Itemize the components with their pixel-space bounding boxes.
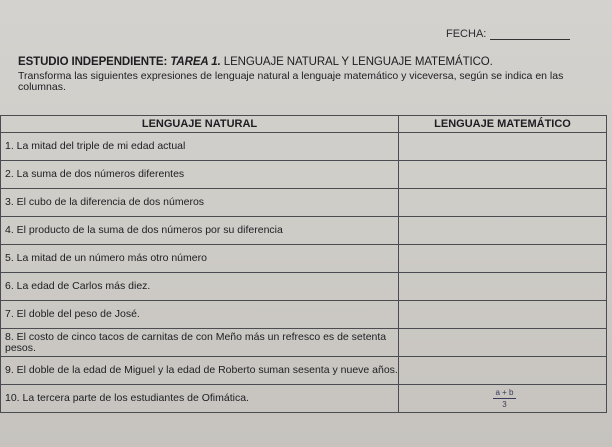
fraction-numerator: a + b <box>495 388 514 397</box>
natural-cell: 4. El producto de la suma de dos números por su diferencia <box>1 217 399 245</box>
title-part2: LENGUAJE NATURAL Y LENGUAJE MATEMÁTICO. <box>223 56 493 68</box>
natural-cell: 10. La tercera parte de los estudiantes de Ofimática. <box>1 385 399 413</box>
natural-cell: 8. El costo de cinco tacos de carnitas de con Meño más un refresco es de setenta pesos. <box>1 329 399 357</box>
table-row <box>1 161 607 189</box>
natural-cell: 7. El doble del peso de José. <box>1 301 399 329</box>
answer-cell[interactable] <box>399 189 607 217</box>
natural-cell: 3. El cubo de la diferencia de dos números <box>1 189 399 217</box>
table-row <box>1 217 607 245</box>
table-row <box>1 245 607 273</box>
table-row <box>1 357 607 385</box>
answer-cell[interactable] <box>399 329 607 357</box>
answer-cell[interactable] <box>399 161 607 189</box>
header-natural: LENGUAJE NATURAL <box>1 116 399 133</box>
answer-cell[interactable] <box>399 245 607 273</box>
fraction-denominator: 3 <box>502 400 507 409</box>
table-row <box>1 385 607 413</box>
answer-cell[interactable] <box>399 385 607 413</box>
title-task: TAREA 1. <box>170 56 221 68</box>
natural-cell: 2. La suma de dos números diferentes <box>1 161 399 189</box>
exercise-table <box>0 115 607 413</box>
table-row <box>1 301 607 329</box>
worksheet-title <box>18 56 493 68</box>
date-label: FECHA: <box>446 28 487 40</box>
answer-cell[interactable] <box>399 133 607 161</box>
natural-cell: 5. La mitad de un número más otro número <box>1 245 399 273</box>
answer-cell[interactable] <box>399 301 607 329</box>
table-row <box>1 133 607 161</box>
table-row <box>1 189 607 217</box>
answer-cell[interactable] <box>399 273 607 301</box>
header-math: LENGUAJE MATEMÁTICO <box>399 116 607 133</box>
table-row <box>1 329 607 357</box>
natural-cell: 6. La edad de Carlos más diez. <box>1 273 399 301</box>
natural-cell: 9. El doble de la edad de Miguel y la edad de Roberto suman sesenta y nueve años. <box>1 357 399 385</box>
natural-cell: 1. La mitad del triple de mi edad actual <box>1 133 399 161</box>
title-part1: ESTUDIO INDEPENDIENTE: <box>18 56 168 68</box>
fraction-expression <box>493 387 515 410</box>
answer-cell[interactable] <box>399 217 607 245</box>
date-field <box>446 28 570 40</box>
table-row <box>1 273 607 301</box>
answer-cell[interactable] <box>399 357 607 385</box>
date-blank-line[interactable] <box>490 39 570 40</box>
instructions: Transforma las siguientes expresiones de lenguaje natural a lenguaje matemático y viceversa, según se indica en las columnas. <box>18 70 564 93</box>
